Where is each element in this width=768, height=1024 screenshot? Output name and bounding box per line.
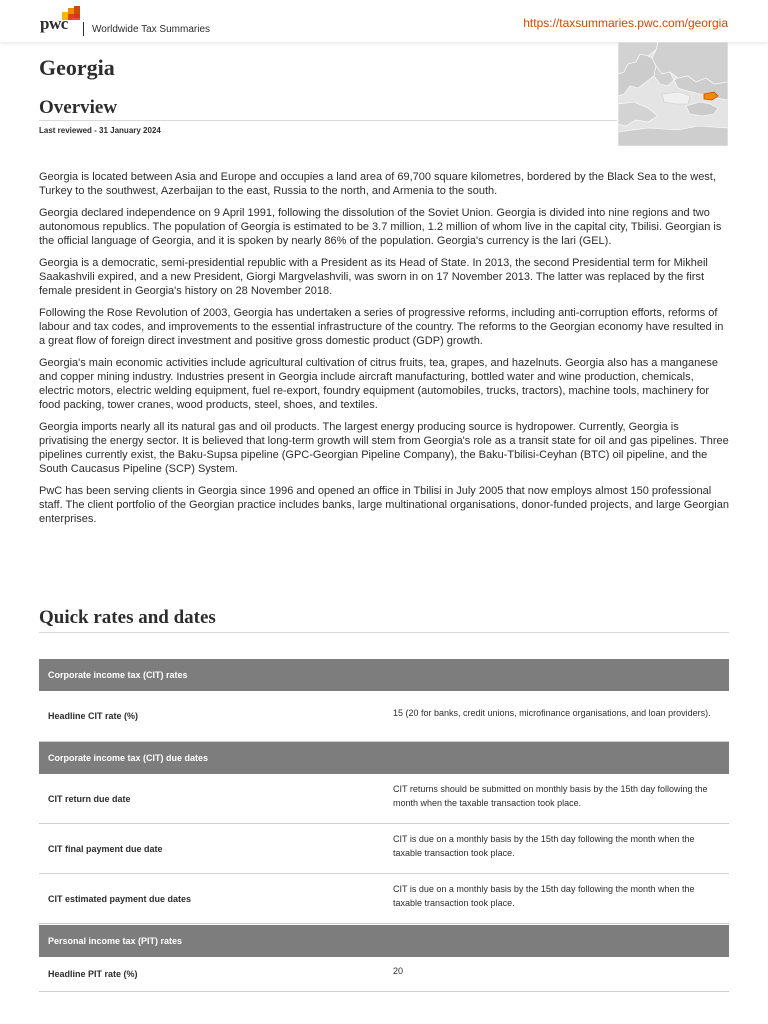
paragraph: Georgia is located between Asia and Europe and occupies a land area of 69,700 square kilometres, bordered by the Black Sea to the west, Turkey to the southwest, Azerbaijan to the east, Russia to the north, and Armenia to the south. (39, 171, 716, 197)
table-row (39, 774, 729, 824)
paragraph: PwC has been serving clients in Georgia since 1996 and opened an office in Tbilisi in July 2005 that now employs almost 150 professional staff. The client portfolio of the Georgian practice includes banks, large multinational organisations, donor-funded projects, and large Georgian enterprises. (39, 485, 729, 525)
row-value: CIT is due on a monthly basis by the 15th day following the month when the taxable transaction took place. (393, 883, 695, 908)
table-row (39, 874, 729, 924)
table-section-header: Corporate income tax (CIT) due dates (39, 742, 729, 774)
row-value: 15 (20 for banks, credit unions, microfinance organisations, and loan providers). (393, 708, 711, 718)
table-row (39, 824, 729, 874)
overview-body (39, 170, 729, 534)
paragraph: Following the Rose Revolution of 2003, Georgia has undertaken a series of progressive reforms, including anti-corruption efforts, reforms of labour and tax codes, and improvements to the essential infrastructure of the country. The reforms to the Georgian economy have resulted in a great flow of foreign direct investment and positive gross domestic product (GDP) growth. (39, 307, 724, 347)
quick-rates-divider (39, 632, 729, 633)
row-label: CIT estimated payment due dates (48, 893, 192, 904)
paragraph: Georgia's main economic activities include agricultural cultivation of citrus fruits, tea, grapes, and hazelnuts. Georgia also has a manganese and copper mining industry. Industries present in Georgia include aircraft manufacturing, bottled water and wine production, chemicals, electric motors, electric welding equipment, fuel re-export, foundry equipment (automobiles, trucks, tractors), machine tools, machinery for food packing, tower cranes, wood products, steel, shoes, and textiles. (39, 357, 718, 411)
europe-map-icon (618, 42, 728, 146)
page-title: Georgia (39, 55, 115, 80)
table-section-header: Corporate income tax (CIT) rates (39, 659, 729, 691)
page-url-link[interactable]: https://taxsummaries.pwc.com/georgia (523, 16, 728, 30)
table-row (39, 957, 729, 992)
row-value: 20 (393, 966, 404, 976)
row-value: CIT is due on a monthly basis by the 15th day following the month when the taxable transaction took place. (393, 833, 695, 858)
site-title: Worldwide Tax Summaries (92, 24, 211, 35)
row-value: CIT returns should be submitted on monthly basis by the 15th day following the month when the taxable transaction took place. (393, 783, 708, 808)
table-section-header: Personal income tax (PIT) rates (39, 925, 729, 957)
row-label: CIT return due date (48, 793, 131, 804)
country-location-map (618, 42, 728, 146)
header-divider (83, 22, 84, 36)
paragraph: Georgia is a democratic, semi-presidential republic with a President as its Head of State. In 2013, the second Presidential term for Mikheil Saakashvili expired, and a new President, Giorgi Margvelashvili, was sworn in on 17 November 2013. The latter was replaced by the first female president in Georgia's history on 28 November 2018. (39, 257, 708, 297)
paragraph: Georgia declared independence on 9 April 1991, following the dissolution of the Soviet Union. Georgia is divided into nine regions and two autonomous republics. The population of Georgia is estimated to be 3.7 million, 1.2 million of whom live in the capital city, Tbilisi. Georgian is the official language of Georgia, and it is spoken by nearly 86% of the population. Georgia's currency is the lari (GEL). (39, 207, 722, 247)
quick-rates-heading: Quick rates and dates (39, 607, 216, 628)
row-label: CIT final payment due date (48, 843, 163, 854)
table-row (39, 691, 729, 742)
row-label: Headline CIT rate (%) (48, 711, 139, 721)
logo-text: pwc (40, 14, 68, 33)
pwc-logo[interactable] (40, 6, 84, 36)
row-label: Headline PIT rate (%) (48, 969, 138, 979)
paragraph: Georgia imports nearly all its natural gas and oil products. The largest energy producing source is hydropower. Currently, Georgia is privatising the energy sector. It is believed that long-term growth will stem from Georgia's role as a transit state for oil and gas pipelines. Three pipelines currently exist, the Baku-Supsa pipeline (GPC-Georgian Pipeline Company), the Baku-Tbilisi-Ceyhan (BTC) oil pipeline, and the South Caucasus Pipeline (SCP) System. (39, 421, 729, 475)
last-reviewed-date: Last reviewed - 31 January 2024 (39, 126, 161, 135)
quick-rates-table (39, 659, 729, 992)
overview-heading: Overview (39, 97, 118, 118)
top-header (0, 0, 768, 42)
overview-divider (39, 120, 617, 121)
